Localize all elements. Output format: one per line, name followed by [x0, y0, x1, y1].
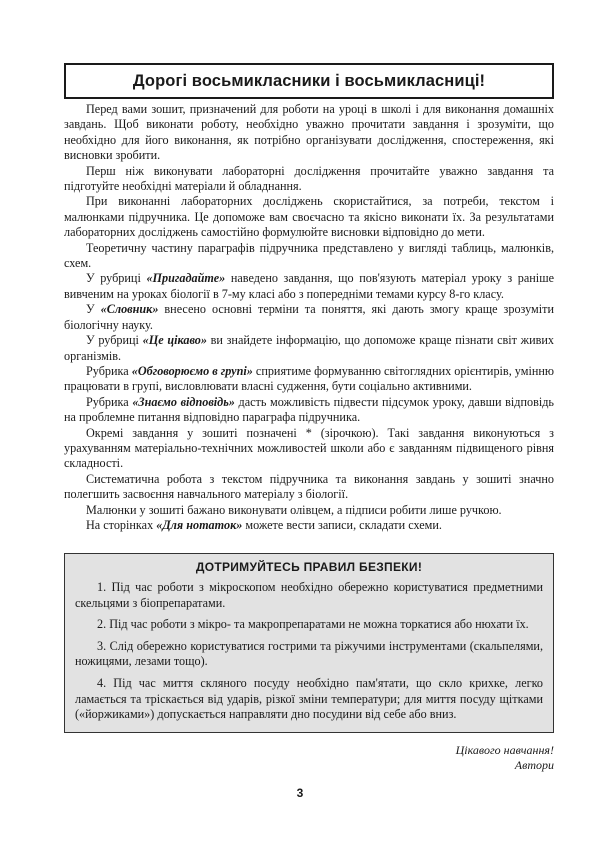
text-segment: На сторінках	[86, 517, 157, 532]
page-number: 3	[296, 786, 304, 800]
paragraph-lab-work: При виконанні лабораторних досліджень скористайтися, за потреби, текстом і малюнками підручника. Це допоможе вам своєчасно та якісно виконати їх. За результатами лабораторних досліджень самостійно формулюйте висновки відповідно до мети.	[64, 194, 554, 240]
paragraph-interesting	[64, 333, 554, 364]
safety-rule: 3. Слід обережно користуватися гострими та ріжучими інструментами (скальпелями, ножицями, лезами тощо).	[75, 638, 543, 669]
safety-box	[64, 553, 554, 733]
text-segment: Рубрика	[86, 363, 132, 378]
text-segment: Рубрика	[86, 394, 133, 409]
paragraph-drawings: Малюнки у зошиті бажано виконувати олівцем, а підписи робити лише ручкою.	[86, 502, 502, 517]
rubric-group: «Обговорюємо в групі»	[131, 363, 253, 378]
text-segment: можете вести записи, складати схеми.	[242, 517, 442, 532]
rubric-notes: «Для нотаток»	[156, 517, 243, 532]
safety-rule: 1. Під час роботи з мікроскопом необхідно обережно користуватися предметними скельцями з біопрепаратами.	[75, 580, 543, 610]
safety-heading: ДОТРИМУЙТЕСЬ ПРАВИЛ БЕЗПЕКИ!	[195, 560, 423, 574]
rubric-answer: «Знаємо відповідь»	[132, 394, 235, 409]
rubric-remember: «Пригадайте»	[146, 271, 226, 286]
paragraph-dictionary	[64, 302, 554, 333]
safety-rule: 2. Під час роботи з мікро- та макропрепаратами не можна торкатися або нюхати їх.	[97, 617, 529, 632]
paragraph-group	[64, 364, 554, 395]
paragraph-asterisk: Окремі завдання у зошиті позначені * (зірочкою). Такі завдання виконуються з урахуванням матеріально-технічних можливостей школи або є завданням підвищеного рівня складності.	[64, 425, 554, 471]
signoff-authors: Автори	[514, 758, 554, 772]
page-title: Дорогі восьмикласники і восьмикласниці!	[132, 71, 486, 90]
rubric-dictionary: «Словник»	[100, 302, 159, 317]
paragraph-notes	[64, 518, 554, 533]
intro-text	[64, 102, 554, 533]
paragraph-answer	[64, 395, 554, 426]
text-segment: У рубриці	[86, 333, 143, 348]
paragraph-remember	[64, 271, 554, 302]
text-segment: У	[86, 302, 101, 317]
paragraph-systematic: Систематична робота з текстом підручника та виконання завдань у зошиті значно полегшить засвоєння навчального матеріалу з біології.	[64, 471, 554, 502]
paragraph-lab-prep: Перш ніж виконувати лабораторні дослідження прочитайте уважно завдання та підготуйте необхідні матеріали й обладнання.	[64, 163, 554, 194]
paragraph-theory: Теоретичну частину параграфів підручника представлено у вигляді таблиць, малюнків, схем.	[64, 240, 554, 271]
safety-rule: 4. Під час миття скляного посуду необхідно пам'ятати, що скло крихке, легко ламається та тріскається від ударів, різкої зміни температури; для миття посуду щітками («йоржиками») допускається направляти дно посудини від себе або вниз.	[75, 675, 543, 722]
paragraph-intro: Перед вами зошит, призначений для роботи на уроці в школі і для виконання домашніх завдань. Щоб виконати роботу, необхідно уважно прочитати завдання і зрозуміти, що необхідно для його виконання, як потрібно організувати дослідження, спостереження, які висновки зробити.	[64, 102, 554, 163]
rubric-interesting: «Це цікаво»	[142, 333, 207, 348]
text-segment: наведено завдання, що пов'язують матеріал уроку з раніше вивченим на уроках біології в 7-му класі або з попередніми темами курсу 8-го класу.	[64, 271, 554, 301]
text-segment: дасть можливість підвести підсумок уроку, давши відповідь на проблемне питання відповідно параграфа підручника.	[64, 394, 554, 425]
text-segment: сприятиме формуванню світоглядних орієнтирів, умінню працювати в групі, висловлювати власні судження, бути соціально активними.	[64, 363, 554, 394]
signoff	[456, 743, 554, 773]
text-segment: ви знайдете інформацію, що допоможе краще пізнати світ живих організмів.	[64, 333, 554, 363]
signoff-wish: Цікавого навчання!	[455, 743, 554, 757]
title-box	[64, 63, 554, 99]
text-segment: У рубриці	[86, 271, 147, 286]
text-segment: внесено основні терміни та поняття, які дають змогу краще зрозуміти біологічну науку.	[64, 302, 554, 332]
